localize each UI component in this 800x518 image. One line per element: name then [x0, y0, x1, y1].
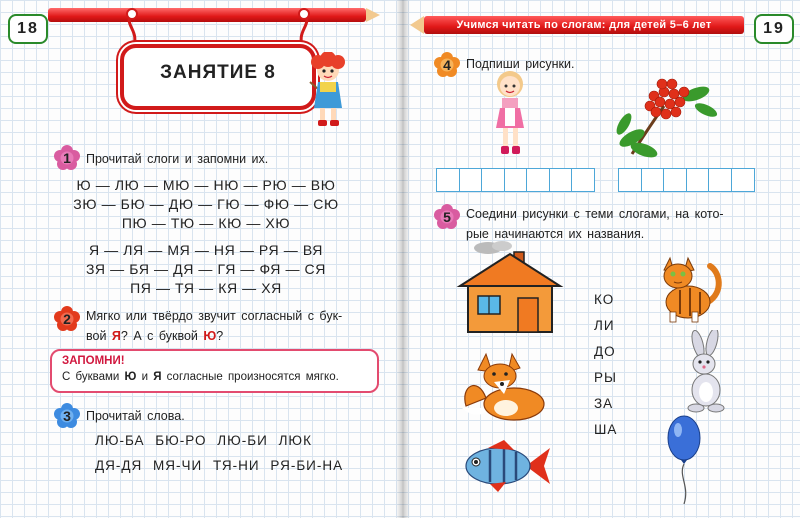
answer-cell[interactable]: [459, 168, 483, 192]
answer-cell[interactable]: [504, 168, 528, 192]
cat-illustration: [654, 252, 724, 324]
letter-ya: Я: [111, 329, 121, 343]
task4-number: 4: [443, 57, 451, 73]
syllable-row: ПЮ — ТЮ — КЮ — ХЮ: [121, 215, 291, 231]
answer-cell[interactable]: [663, 168, 687, 192]
task3-number: 3: [63, 408, 71, 424]
fox-illustration: [458, 346, 558, 426]
answer-cell[interactable]: [731, 168, 755, 192]
pencil-tip-right: [410, 16, 424, 34]
answer-cell[interactable]: [641, 168, 665, 192]
words-row-2: ДЯ-ДЯ МЯ-ЧИ ТЯ-НИ РЯ-БИ-НА: [95, 458, 344, 473]
syllable-option[interactable]: РЫ: [594, 370, 617, 385]
task2-line2-c: ?: [216, 329, 224, 343]
syllable-option[interactable]: КО: [594, 292, 615, 307]
remember-letter-ya: Я: [153, 371, 162, 383]
remember-text-c: согласные произносятся мягко.: [161, 371, 339, 383]
answer-cell[interactable]: [571, 168, 595, 192]
answer-cells-girl[interactable]: [436, 168, 594, 192]
remember-letter-yu: Ю: [124, 371, 137, 383]
pencil-tip-left: [366, 8, 380, 22]
remember-box: [50, 349, 379, 393]
syllable-row: ЗЮ — БЮ — ДЮ — ГЮ — ФЮ — СЮ: [73, 196, 339, 212]
syllable-row: ЗЯ — БЯ — ДЯ — ГЯ — ФЯ — СЯ: [86, 261, 326, 277]
task4-instruction: Подпиши рисунки.: [466, 57, 575, 71]
lesson-title: ЗАНЯТИЕ 8: [160, 62, 276, 83]
page-gutter: [396, 0, 410, 518]
page-number-left: 18: [8, 14, 48, 44]
answer-cell[interactable]: [481, 168, 505, 192]
syllable-option[interactable]: ША: [594, 422, 618, 437]
task2-line1: Мягко или твёрдо звучит согласный с бук-: [86, 309, 343, 323]
task3-number-badge: [54, 403, 80, 429]
remember-text: [62, 371, 339, 383]
answer-cell[interactable]: [526, 168, 550, 192]
task5-line1: Соедини рисунки с теми слогами, на кото-: [466, 207, 724, 221]
syllable-row: Я — ЛЯ — МЯ — НЯ — РЯ — ВЯ: [88, 242, 324, 258]
syllable-option[interactable]: ЛИ: [594, 318, 615, 333]
answer-cell[interactable]: [436, 168, 460, 192]
task5-line2: рые начинаются их названия.: [466, 227, 645, 241]
answer-cell[interactable]: [686, 168, 710, 192]
task1-number: 1: [63, 150, 71, 166]
task2-line2-a: вой: [86, 329, 112, 343]
page-number-right: 19: [754, 14, 794, 44]
house-illustration: [454, 240, 566, 336]
lesson-title-board: [120, 44, 316, 110]
task1-number-badge: [54, 145, 80, 171]
task5-number-badge: [434, 204, 460, 230]
task5-number: 5: [443, 209, 451, 225]
syllable-option[interactable]: ДО: [594, 344, 616, 359]
rowan-illustration: [612, 68, 718, 160]
answer-cell[interactable]: [708, 168, 732, 192]
answer-cell[interactable]: [549, 168, 573, 192]
answer-cells-rowan[interactable]: [618, 168, 753, 192]
task3-instruction: Прочитай слова.: [86, 409, 185, 423]
task1-instruction: Прочитай слоги и запомни их.: [86, 152, 269, 166]
syllable-option[interactable]: ЗА: [594, 396, 614, 411]
task2-number: 2: [63, 311, 71, 327]
remember-title: ЗАПОМНИ!: [62, 355, 125, 367]
words-row-1: ЛЮ-БА БЮ-РО ЛЮ-БИ ЛЮК: [95, 433, 312, 448]
fish-illustration: [460, 438, 552, 494]
syllable-row: ПЯ — ТЯ — КЯ — ХЯ: [130, 280, 282, 296]
girl-with-pointer-illustration: [304, 52, 350, 132]
task2-line2: [86, 326, 386, 346]
book-series-header: Учимся читать по слогам: для детей 5–6 лет: [424, 16, 744, 34]
syllable-row: Ю — ЛЮ — МЮ — НЮ — РЮ — ВЮ: [76, 177, 336, 193]
task2-line2-b: ? А с буквой: [120, 329, 204, 343]
remember-text-a: С буквами: [62, 371, 125, 383]
task2-text: [86, 306, 386, 346]
letter-yu: Ю: [203, 329, 217, 343]
task4-number-badge: [434, 52, 460, 78]
rabbit-illustration: [682, 330, 732, 414]
answer-cell[interactable]: [618, 168, 642, 192]
remember-text-b: и: [136, 371, 154, 383]
balloon-illustration: [664, 414, 704, 506]
task5-instruction: [466, 204, 766, 244]
task2-number-badge: [54, 306, 80, 332]
girl-illustration: [488, 66, 532, 158]
